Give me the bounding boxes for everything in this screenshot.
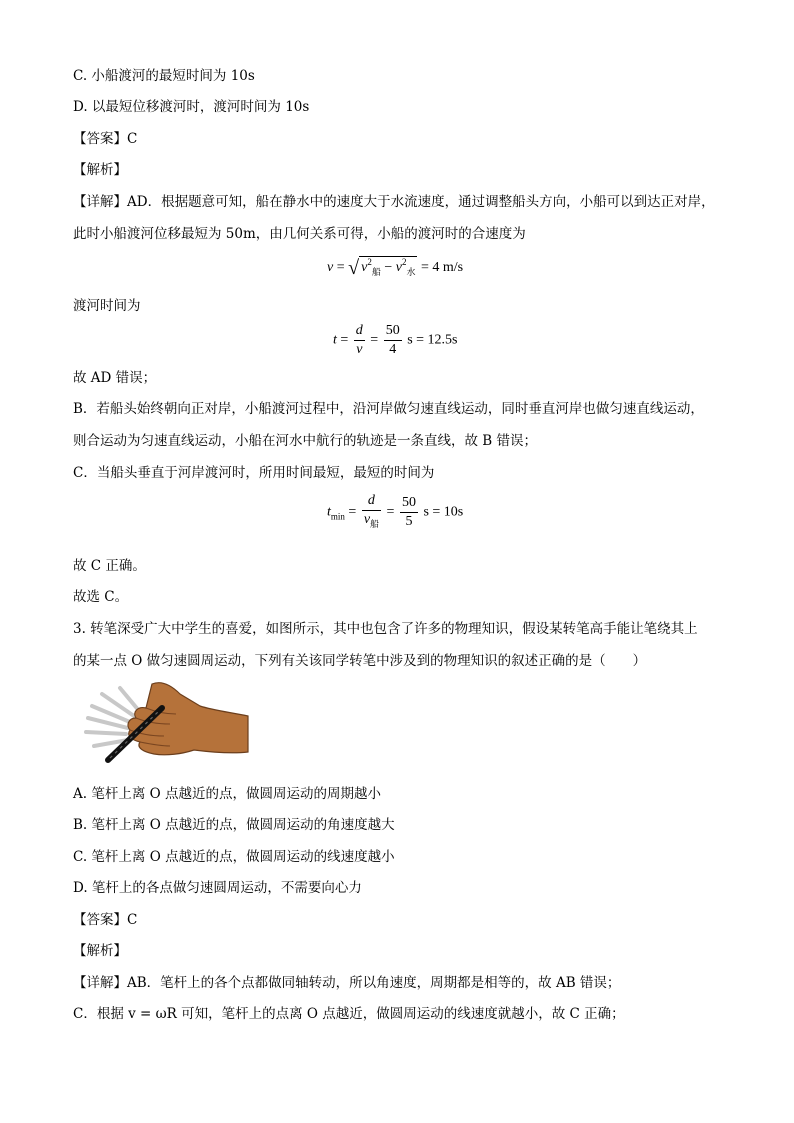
q2-answer: 【答案】C [73,131,138,147]
text-crossing-time: 渡河时间为 [73,298,141,314]
pen-spinning-hand-figure [80,678,250,770]
q2-option-d: D. 以最短位移渡河时，渡河时间为 10s [73,99,310,115]
q2-detail-line-1: 【详解】AD．根据题意可知，船在静水中的速度大于水流速度，通过调整船头方向，小船可以到达正对岸， [73,194,715,210]
equation-min-time: $t_{min}$ = $\frac{d}{v_船}$ = $\frac{50}{5}$ s = 10s [327,493,464,529]
q3-option-c: C. 笔杆上离 O 点越近的点，做圆周运动的线速度越小 [73,849,395,865]
q3-detail-ab: 【详解】AB．笔杆上的各个点都做同轴转动，所以角速度，周期都是相等的，故 AB 错误； [73,975,621,991]
q3-stem-line-1: 3. 转笔深受广大中学生的喜爱，如图所示，其中也包含了许多的物理知识，假设某转笔高手能让笔绕其上 [73,621,698,637]
hand-shape [128,683,248,755]
q3-option-d: D. 笔杆上的各点做匀速圆周运动，不需要向心力 [73,880,362,896]
equation-resultant-velocity: v = √ $v^2_船 - v^2_水 = 4$ m/s [327,257,464,279]
q2-detail-line-2: 此时小船渡河位移最短为 50m，由几何关系可得，小船的渡河时的合速度为 [73,226,526,242]
q3-option-b: B. 笔杆上离 O 点越近的点，做圆周运动的角速度越大 [73,817,395,833]
q3-detail-c: C．根据 v = ωR 可知，笔杆上的点离 O 点越近，做圆周运动的线速度就越小，故 C 正确； [73,1006,625,1022]
text-ad-wrong: 故 AD 错误； [73,370,157,386]
q3-analysis-title: 【解析】 [73,943,127,959]
text-b-line-1: B．若船头始终朝向正对岸，小船渡河过程中，沿河岸做匀速直线运动，同时垂直河岸也做匀速直线运动， [73,401,704,417]
q2-analysis-title: 【解析】 [73,162,127,178]
text-choose-c: 故选 C。 [73,589,129,605]
text-c-line-1: C．当船头垂直于河岸渡河时，所用时间最短，最短的时间为 [73,465,435,481]
q3-option-a: A. 笔杆上离 O 点越近的点，做圆周运动的周期越小 [73,786,381,802]
q3-stem-line-2: 的某一点 O 做匀速圆周运动，下列有关该同学转笔中涉及到的物理知识的叙述正确的是（ ） [73,653,647,669]
equation-crossing-time: t = $\frac{d}{v}$ = $\frac{50}{4}$ s = 12.5s [333,323,458,357]
text-b-line-2: 则合运动为匀速直线运动，小船在河水中航行的轨迹是一条直线，故 B 错误； [73,433,538,449]
q3-answer: 【答案】C [73,912,138,928]
q2-option-c: C. 小船渡河的最短时间为 10s [73,68,255,84]
text-c-correct: 故 C 正确。 [73,558,146,574]
